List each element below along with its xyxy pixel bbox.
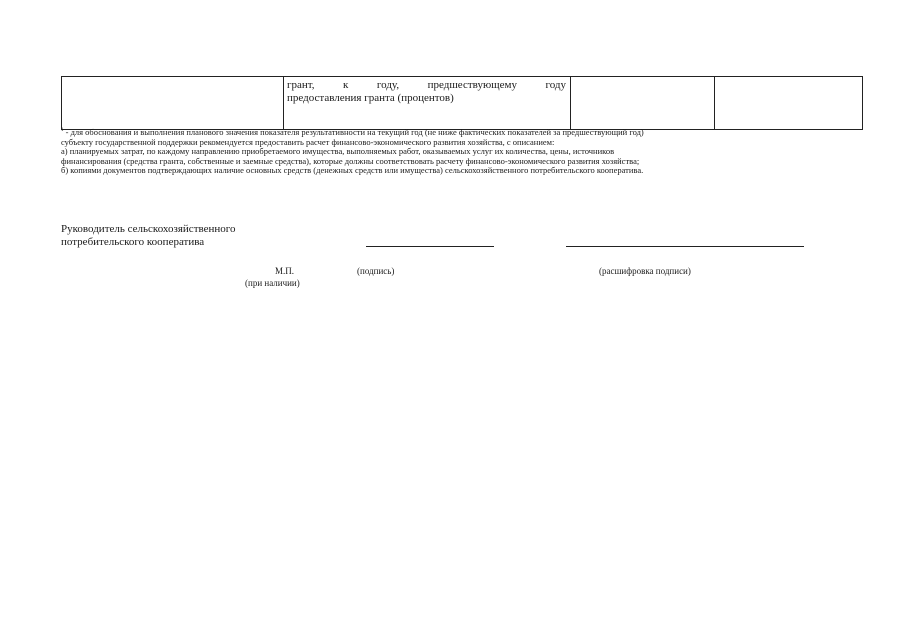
indicator-text-line-1 xyxy=(287,79,566,92)
indicator-word: году, xyxy=(376,79,400,91)
table-row xyxy=(62,77,863,130)
footnote-marker: 1 xyxy=(61,128,64,133)
footnote xyxy=(61,128,851,176)
table-cell-3 xyxy=(571,77,715,130)
table-cell-indicator xyxy=(284,77,571,130)
seal-label: М.П. xyxy=(275,266,295,276)
footnote-line: а) планируемых затрат, по каждому направлению приобретаемого имущества, выполняемых работ, оказываемых услуг их количества, цены, источников xyxy=(61,146,615,157)
indicator-word: предшествующему xyxy=(427,79,517,91)
footnote-line: финансирования (средства гранта, собственные и заемные средства), которые должны соответствовать расчету финансово-экономического развития хозяйства; xyxy=(61,155,640,166)
footnote-line: субъекту государственной поддержки рекомендуется предоставить расчет финансово-экономического развития хозяйства, с описанием: xyxy=(61,136,555,147)
indicator-word: грант, xyxy=(287,79,315,91)
decoding-caption: (расшифровка подписи) xyxy=(599,266,691,276)
table-cell-4 xyxy=(715,77,863,130)
signatory-title xyxy=(61,223,236,249)
indicator-text-line-2: предоставления гранта (процентов) xyxy=(287,92,454,104)
indicator-word: к xyxy=(343,79,349,91)
signatory-title-line-1: Руководитель сельскохозяйственного xyxy=(61,223,236,235)
indicator-table xyxy=(61,76,863,130)
seal-note: (при наличии) xyxy=(245,278,300,288)
footnote-line: б) копиями документов подтверждающих наличие основных средств (денежных средств или имущества) сельскохозяйственного потребительского кооператива. xyxy=(61,165,644,176)
footnote-line: $^1$ - для обоснования и выполнения планового значения показателя результативности на текущий год (не ниже фактических показателей за предшествующий год) xyxy=(61,127,644,137)
table-cell-1 xyxy=(62,77,284,130)
indicator-word: году xyxy=(545,79,567,91)
signature-decoding-line xyxy=(566,246,804,247)
signatory-title-line-2: потребительского кооператива xyxy=(61,236,205,248)
signature-line xyxy=(366,246,494,247)
signature-caption: (подпись) xyxy=(357,266,395,276)
